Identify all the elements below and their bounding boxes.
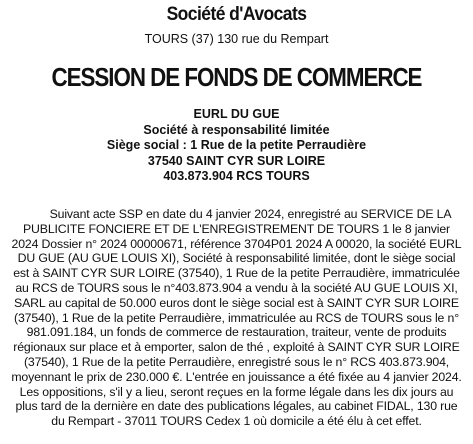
company-name: EURL DU GUE	[193, 107, 280, 121]
company-rcs: 403.873.904 RCS TOURS	[163, 169, 310, 183]
company-city: 37540 SAINT CYR SUR LOIRE	[147, 153, 326, 168]
company-block	[0, 107, 473, 185]
notice-body	[10, 207, 463, 429]
firm-name: Société d'Avocats	[166, 4, 307, 25]
notice-body-paragraph: Suivant acte SSP en date du 4 janvier 2024, enregistré au SERVICE DE LA PUBLICITE FONCIERE ET DE L'ENREGISTREMENT DE TOURS 1 le 8 janvier 2024 Dossier n° 2024 00000671, référence 3704P01 2024 A 00020, la société EURL DU GUE (AU GUE LOUIS XI), Société à responsabilité limitée, dont le siège social est à SAINT CYR SUR LOIRE (37540), 1 Rue de la petite Perraudière, immatriculée au RCS de TOURS sous le n°403.873.904 a vendu à la société AU GUE LOUIS XI, SARL au capital de 50.000 euros dont le siège social est à SAINT CYR SUR LOIRE (37540), 1 Rue de la petite Perraudière, immatriculée au RCS de TOURS sous le n° 981.091.184, un fonds de commerce de restauration, traiteur, vente de produits régionaux sur place et à emporter, salon de thé , exploité à SAINT CYR SUR LOIRE (37540), 1 Rue de la petite Perraudière, enregistré sous le n° RCS 403.873.904, moyennant le prix de 230.000 €. L'entrée en jouissance a été fixée au 4 janvier 2024. Les oppositions, s'il y a lieu, seront reçues en la forme légale dans les dix jours au plus tard de la dernière en date des publications légales, au cabinet FIDAL, 130 rue du Rempart - 37011 TOURS Cedex 1 où domicile a été élu à cet effet.	[11, 207, 462, 429]
notice-title: CESSION DE FONDS DE COMMERCE	[51, 62, 422, 92]
company-registered-office: Siège social : 1 Rue de la petite Perraudière	[106, 138, 367, 152]
firm-address: TOURS (37) 130 rue du Rempart	[144, 32, 329, 46]
company-legal-form: Société à responsabilité limitée	[143, 122, 330, 137]
